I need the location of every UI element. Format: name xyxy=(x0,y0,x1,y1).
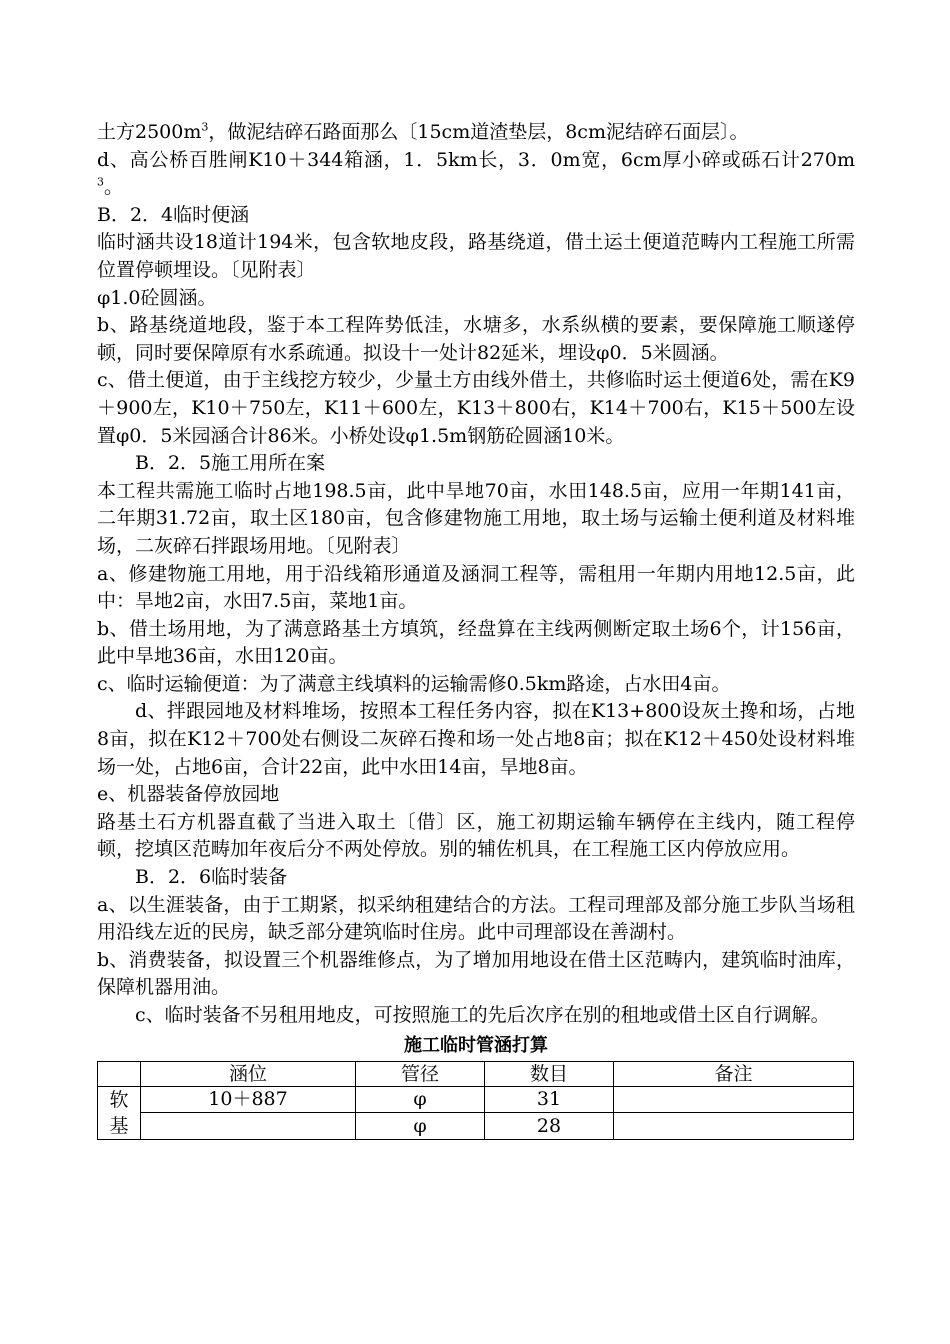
table-row xyxy=(98,1113,854,1140)
paragraph xyxy=(97,147,855,202)
paragraph-text: ，做泥结碎石路面那么〔15cm道渣垫层，8cm泥结碎石面层〕。 xyxy=(208,121,749,143)
table-cell: φ xyxy=(356,1086,485,1113)
group-label-cell xyxy=(98,1086,141,1139)
header-cell: 数目 xyxy=(485,1061,614,1086)
document-body xyxy=(97,119,855,1030)
table-row xyxy=(98,1086,854,1113)
paragraph-text: 。 xyxy=(104,176,124,199)
paragraph: B．2．4临时便涵 xyxy=(97,203,250,226)
document-page xyxy=(97,119,855,1140)
paragraph: 本工程共需施工临时占地198.5亩，此中旱地70亩，水田148.5亩，应用一年期141亩，二年期31.72亩，取土区180亩，包含修建物施工用地，取土场与运输土便利道及材料堆场，二灰碎石拌跟场用地。〔见附表〕 xyxy=(97,479,855,557)
paragraph: b、借土场用地，为了满意路基土方填筑，经盘算在主线两侧断定取土场6个，计156亩，此中旱地36亩，水田120亩。 xyxy=(97,617,855,668)
paragraph: a、以生涯装备，由于工期紧，拟采纳租建结合的方法。工程司理部及部分施工步队当场租用沿线左近的民房，缺乏部分建筑临时住房。此中司理部设在善湖村。 xyxy=(97,893,855,944)
header-cell: 管径 xyxy=(356,1061,485,1086)
paragraph: e、机器装备停放园地 xyxy=(97,783,280,806)
table-cell: 10＋887 xyxy=(141,1086,356,1113)
paragraph-text: d、高公桥百胜闸K10＋344箱涵，1．5km长，3．0m宽，6cm厚小碎或砾石计270m xyxy=(97,148,855,171)
paragraph-text: 土方2500m xyxy=(97,121,202,143)
paragraph: 临时涵共设18道计194米，包含软地皮段，路基绕道，借土运土便道范畴内工程施工所需位置停顿埋设。〔见附表〕 xyxy=(97,231,855,281)
paragraph: b、消费装备，拟设置三个机器维修点，为了增加用地设在借土区范畴内，建筑临时油库，保障机器用油。 xyxy=(97,948,855,999)
table-cell xyxy=(141,1113,356,1140)
table-cell: φ xyxy=(356,1113,485,1140)
paragraph: c、临时运输便道：为了满意主线填料的运输需修0.5km路途，占水田4亩。 xyxy=(97,672,731,695)
paragraph: d、拌跟园地及材料堆场，按照本工程任务内容，拟在K13+800设灰土搀和场，占地8亩，拟在K12＋700处右侧设二灰碎石搀和场一处占地8亩；拟在K12＋450处设材料堆场一处，占地6亩，合计22亩，此中水田14亩，旱地8亩。 xyxy=(97,700,855,778)
group-label: 软 基 xyxy=(109,1088,129,1137)
paragraph: c、借土便道，由于主线挖方较少，少量土方由线外借土，共修临时运土便道6处，需在K9＋900左，K10＋750左，K11＋600左，K13＋800右，K14＋700右，K15＋500左设置φ0．5米园涵合计86米。小桥处设φ1.5m钢筋砼圆涵10米。 xyxy=(97,369,855,447)
header-cell: 涵位 xyxy=(141,1061,356,1086)
paragraph xyxy=(97,119,855,147)
table-cell: 28 xyxy=(485,1113,614,1140)
table-header-row xyxy=(98,1061,854,1086)
header-cell: 备注 xyxy=(614,1061,854,1086)
table-cell: 31 xyxy=(485,1086,614,1113)
paragraph: a、修建物施工用地，用于沿线箱形通道及涵洞工程等，需租用一年期内用地12.5亩，此中：旱地2亩，水田7.5亩，菜地1亩。 xyxy=(97,562,855,613)
superscript: 3 xyxy=(97,175,104,189)
paragraph: b、路基绕道地段，鉴于本工程阵势低洼，水塘多，水系纵横的要素，要保障施工顺遂停顿，同时要保障原有水系疏通。拟设十一处计82延米，埋设φ0．5米圆涵。 xyxy=(97,314,855,364)
table-caption: 施工临时管涵打算 xyxy=(404,1034,548,1056)
paragraph: B．2．6临时装备 xyxy=(135,866,288,889)
table-cell xyxy=(614,1086,854,1113)
paragraph: φ1.0砼圆涵。 xyxy=(97,286,217,309)
table-cell xyxy=(614,1113,854,1140)
superscript: 3 xyxy=(201,120,209,134)
paragraph: c、临时装备不另租用地皮，可按照施工的先后次序在别的租地或借土区自行调解。 xyxy=(135,1004,830,1026)
header-cell xyxy=(98,1061,141,1086)
paragraph: 路基土石方机器直截了当进入取土〔借〕区，施工初期运输车辆停在主线内，随工程停顿，挖填区范畴加年夜后分不两处停放。别的辅佐机具，在工程施工区内停放应用。 xyxy=(97,810,855,861)
paragraph: B．2．5施工用所在案 xyxy=(135,452,326,475)
culvert-table xyxy=(97,1061,854,1140)
